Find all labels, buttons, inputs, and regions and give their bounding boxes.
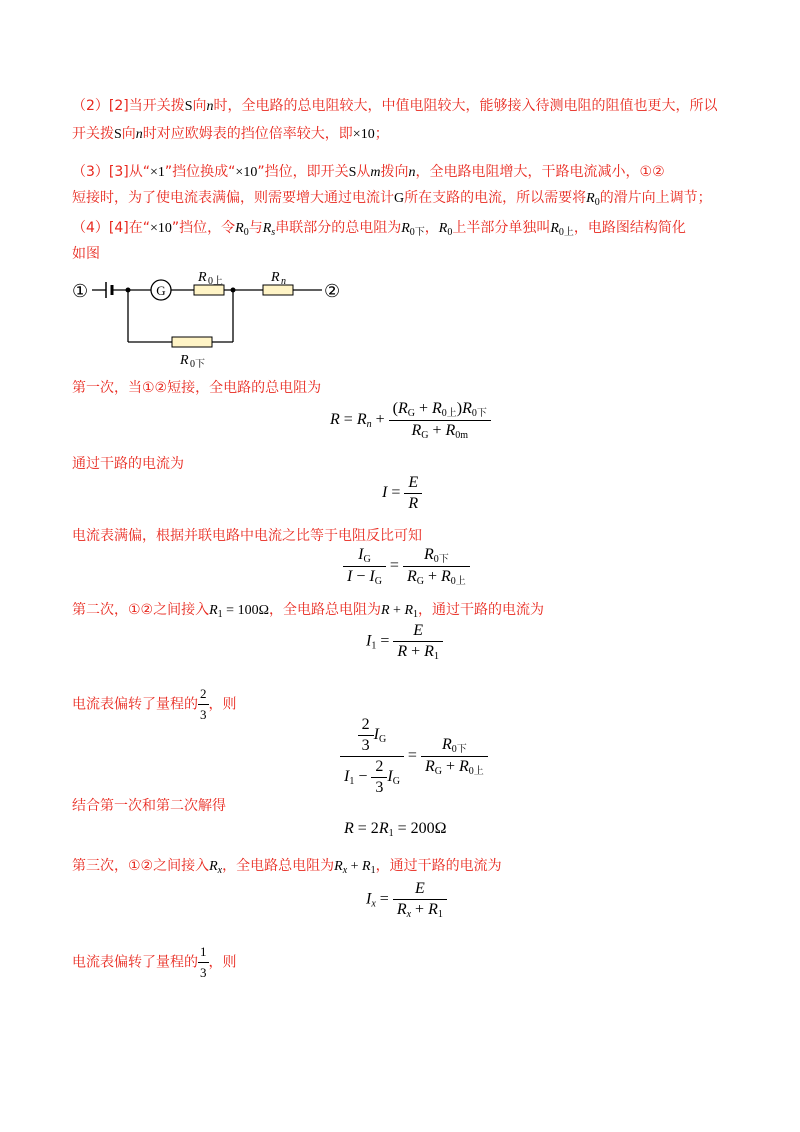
text-first: 第一次，当①②短接，全电路的总电阻为: [72, 380, 322, 396]
text-deflect-one-third: 电流表偏转了量程的 $\frac{1}{3}$ ，则: [72, 944, 237, 980]
rn-label: R: [271, 270, 280, 285]
para-3-line-1: （3）[3]从“×1”挡位换成“×10”挡位，即开关S从m拨向n，全电路电阻增大，干路电流减小，①②: [72, 164, 665, 180]
circuit-diagram: [70, 270, 370, 380]
equation-r-value: $R = 2R_1 = 200\Omega$: [344, 820, 447, 839]
terminal-1: ①: [72, 281, 89, 302]
para-3-line-2: 短接时，为了使电流表满偏，则需要增大通过电流计G所在支路的电流，所以需要将$R_0$的滑片向上调节；: [72, 190, 712, 208]
equation-ratio-second: $\frac{2}{3}$ $I_G$ $I_1$ − $\frac{2}{3}$ $I_G$ = $\frac{R_{0下}}{R_G + R_{0上}}$: [340, 716, 488, 797]
text-combine: 结合第一次和第二次解得: [72, 798, 226, 814]
resistor-r0-bottom: [172, 337, 212, 347]
r0-bottom-sub: 0下: [190, 359, 205, 370]
r0-bottom-label: R: [180, 353, 189, 368]
equation-current-ratio: $\frac{I_G}{I - I_G}$ = $\frac{R_{0下}}{R_G + R_{0上}}$: [343, 546, 470, 587]
text-third: 第三次，①②之间接入$R_x$，全电路总电阻为$R_x + R_1$，通过干路的电流为: [72, 858, 502, 876]
resistor-rn: [263, 285, 293, 295]
r0-top-label: R: [198, 270, 207, 285]
text-current-main: 通过干路的电流为: [72, 456, 184, 472]
equation-current-i1: $I_1$ = $\frac{E}{R + R_1}$: [366, 622, 443, 662]
equation-current-ix: $I_x$ = $\frac{E}{R_x + R_1}$: [366, 880, 447, 920]
equation-total-resistance: $R = R_n$ + $\frac{(R_G + R_{0上})R_{0下}}{R_G + R_{0m}}$: [330, 400, 491, 441]
para-2-line-2: 开关拨S向n时对应欧姆表的挡位倍率较大，即×10；: [72, 126, 389, 142]
r0-top-sub: 0上: [208, 276, 223, 287]
para-4-line-1: （4）[4]在“×10”挡位，令$R_0$与$R_s$串联部分的总电阻为$R_{0下}$，$R_0$上半部分单独叫$R_{0上}$，电路图结构简化: [72, 220, 686, 238]
text-full-scale: 电流表满偏，根据并联电路中电流之比等于电阻反比可知: [72, 528, 422, 544]
galvanometer-label: G: [156, 283, 166, 298]
equation-current: I = $\frac{E}{R}$: [382, 474, 422, 513]
text-deflect-two-thirds: 电流表偏转了量程的 $\frac{2}{3}$ ，则: [72, 686, 237, 722]
para-4-line-2: 如图: [72, 246, 100, 262]
terminal-2: ②: [324, 281, 341, 302]
para-2-line-1: （2）[2]当开关拨S向n时，全电路的总电阻较大，中值电阻较大，能够接入待测电阻的阻值也更大，所以: [72, 98, 718, 114]
rn-sub: n: [281, 276, 286, 287]
text-second: 第二次，①②之间接入$R_1 = 100\Omega$，全电路总电阻为$R + R_1$，通过干路的电流为: [72, 602, 545, 620]
